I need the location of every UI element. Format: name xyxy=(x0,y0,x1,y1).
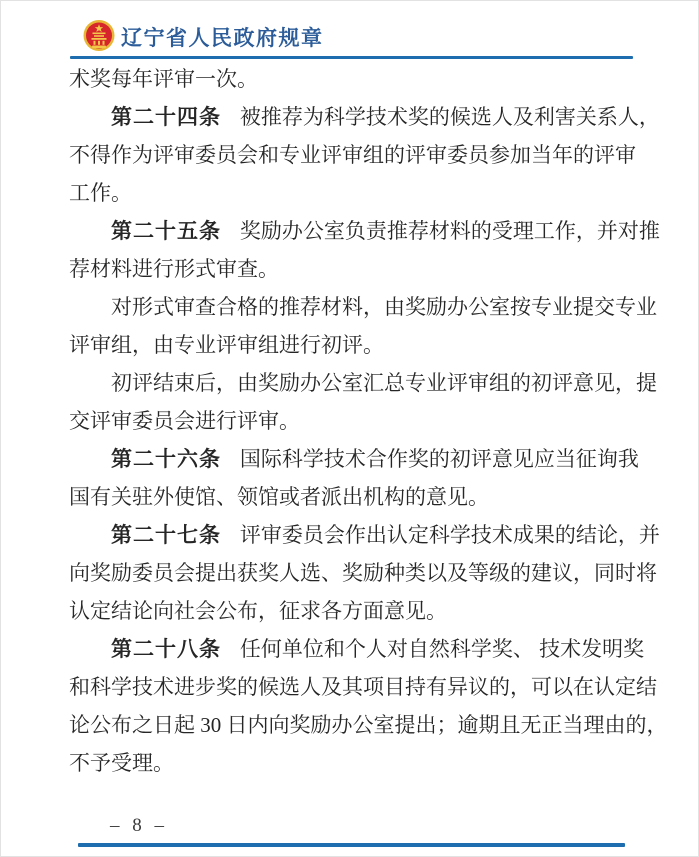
line-text: 奖励办公室负责推荐材料的受理工作，并对推 xyxy=(239,219,660,243)
line-text: 国有关驻外使馆、领馆或者派出机构的意见。 xyxy=(69,485,489,509)
article-number: 第二十六条 xyxy=(111,448,221,471)
text-line xyxy=(69,516,660,554)
line-text: 任何单位和个人对自然科学奖、 技术发明奖 xyxy=(239,637,645,661)
article-number: 第二十五条 xyxy=(111,220,221,243)
text-line xyxy=(69,326,635,364)
page-title: 辽宁省人民政府规章 xyxy=(121,26,324,50)
line-text: 工作。 xyxy=(69,181,132,205)
text-line xyxy=(69,706,668,744)
text-line xyxy=(69,630,645,668)
header-divider xyxy=(70,56,633,59)
line-text: 不予受理。 xyxy=(69,751,174,775)
line-text: 术奖每年评审一次。 xyxy=(69,67,258,91)
line-text: 和科学技术进步奖的候选人及其项目持有异议的，可以在认定结 xyxy=(69,675,657,699)
text-line xyxy=(69,592,635,630)
article-number: 第二十四条 xyxy=(111,106,221,129)
footer-divider xyxy=(78,843,625,847)
text-line xyxy=(69,478,635,516)
line-text: 评审委员会作出认定科学技术成果的结论，并 xyxy=(239,523,660,547)
line-text: 论公布之日起 30 日内向奖励办公室提出；逾期且无正当理由的， xyxy=(69,713,668,737)
document-text xyxy=(69,60,668,782)
text-line xyxy=(69,440,639,478)
text-line xyxy=(69,554,657,592)
text-line xyxy=(69,250,635,288)
text-line xyxy=(69,60,635,98)
line-text: 向奖励委员会提出获奖人选、奖励种类以及等级的建议，同时将 xyxy=(69,561,657,585)
line-text: 认定结论向社会公布，征求各方面意见。 xyxy=(69,599,447,623)
text-line xyxy=(69,402,635,440)
line-text: 荐材料进行形式审查。 xyxy=(69,257,279,281)
text-line xyxy=(69,364,657,402)
line-text: 评审组，由专业评审组进行初评。 xyxy=(69,333,384,357)
line-text: 国际科学技术合作奖的初评意见应当征询我 xyxy=(239,447,639,471)
line-text: 被推荐为科学技术奖的候选人及利害关系人， xyxy=(239,105,660,129)
line-text: 不得作为评审委员会和专业评审组的评审委员参加当年的评审 xyxy=(69,143,636,167)
text-line xyxy=(69,668,657,706)
line-text: 交评审委员会进行评审。 xyxy=(69,409,300,433)
page-number: – 8 – xyxy=(110,815,168,836)
article-number: 第二十八条 xyxy=(111,638,221,661)
line-text: 对形式审查合格的推荐材料，由奖励办公室按专业提交专业 xyxy=(111,295,657,319)
text-line xyxy=(69,98,660,136)
national-emblem-icon xyxy=(83,19,115,52)
text-line xyxy=(69,174,635,212)
text-line xyxy=(69,212,660,250)
text-line xyxy=(69,288,657,326)
text-line xyxy=(69,136,635,174)
line-text: 初评结束后，由奖励办公室汇总专业评审组的初评意见，提 xyxy=(111,371,657,395)
text-line xyxy=(69,744,635,782)
article-number: 第二十七条 xyxy=(111,524,221,547)
